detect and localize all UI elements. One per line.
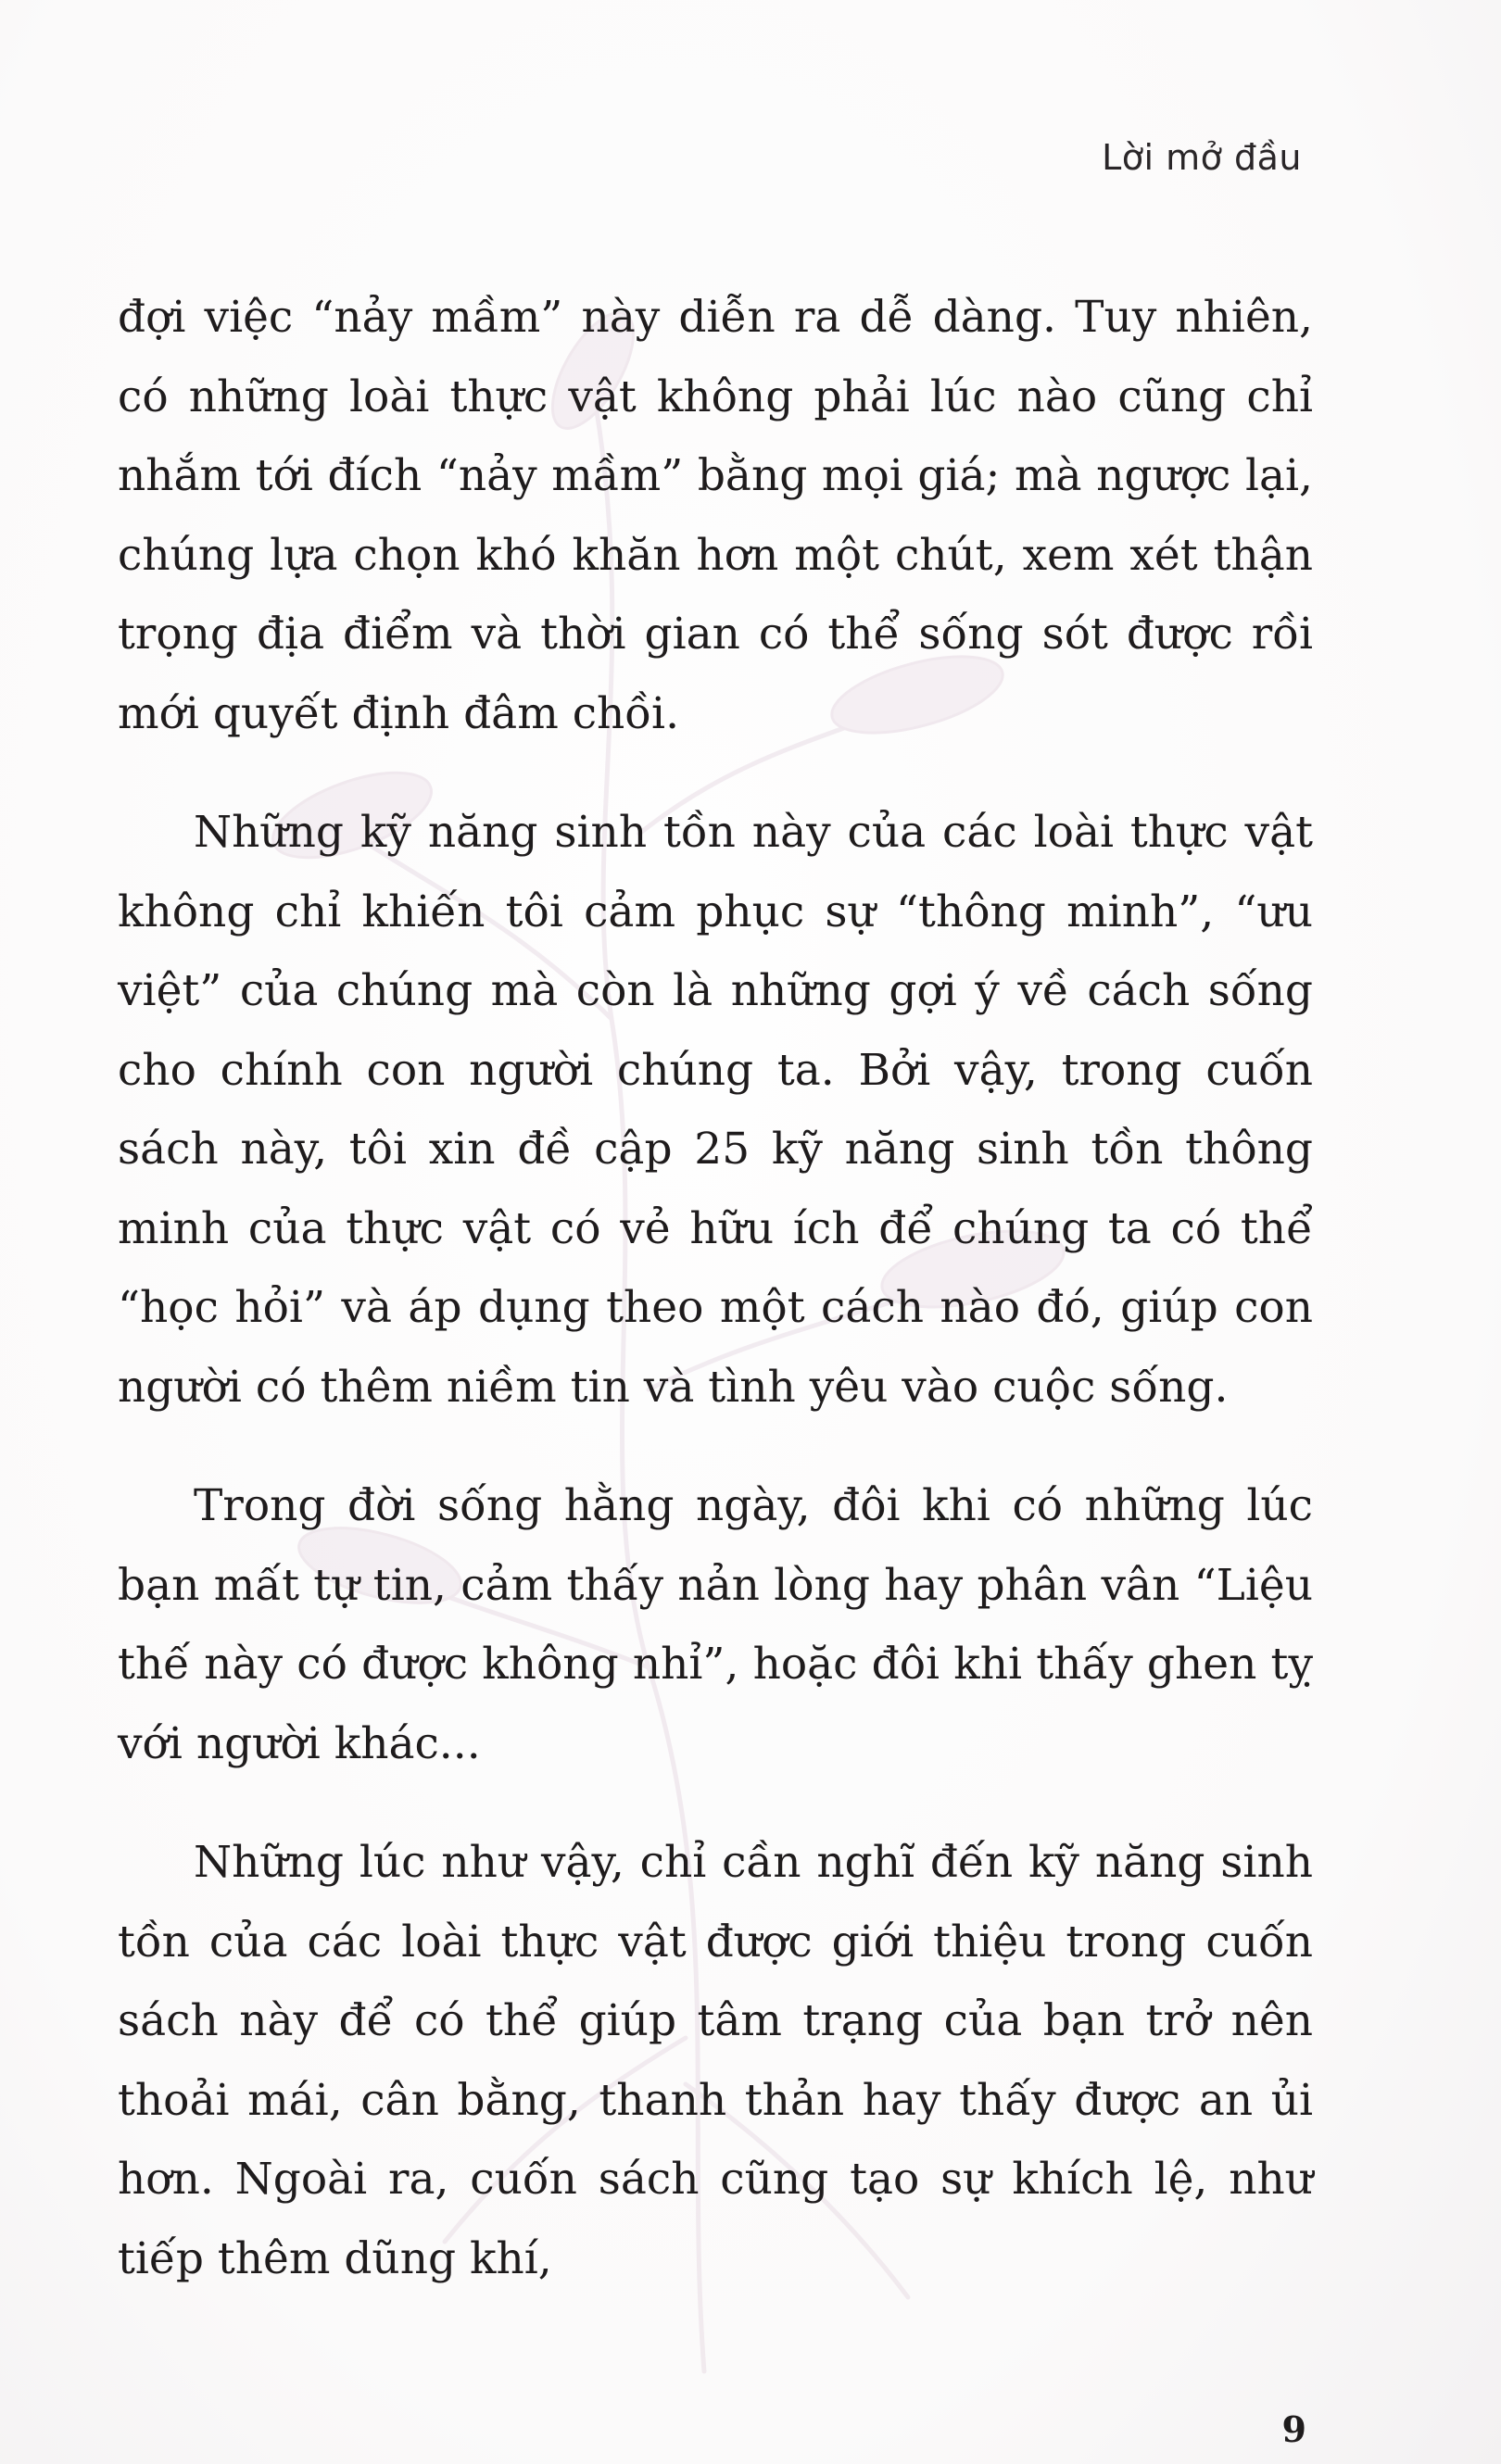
body-text [118, 278, 1313, 2298]
page-number: 9 [1281, 2408, 1306, 2450]
paragraph-1: đợi việc “nảy mầm” này diễn ra dễ dàng. Tuy nhiên, có những loài thực vật không phải lúc nào cũng chỉ nhắm tới đích “nảy mầm” bằng mọi giá; mà ngược lại, chúng lựa chọn khó khăn hơn một chút, xem xét thận trọng địa điểm và thời gian có thể sống sót được rồi mới quyết định đâm chồi. [118, 292, 1313, 739]
running-header: Lời mở đầu [1102, 137, 1302, 178]
paragraph-4: Những lúc như vậy, chỉ cần nghĩ đến kỹ năng sinh tồn của các loài thực vật được giới thiệu trong cuốn sách này để có thể giúp tâm trạng của bạn trở nên thoải mái, cân bằng, thanh thản hay thấy được an ủi hơn. Ngoài ra, cuốn sách cũng tạo sự khích lệ, như tiếp thêm dũng khí, [118, 1837, 1313, 2284]
paragraph-3: Trong đời sống hằng ngày, đôi khi có những lúc bạn mất tự tin, cảm thấy nản lòng hay phân vân “Liệu thế này có được không nhỉ”, hoặc đôi khi thấy ghen tỵ với người khác... [118, 1480, 1313, 1769]
paragraph-2: Những kỹ năng sinh tồn này của các loài thực vật không chỉ khiến tôi cảm phục sự “thông minh”, “ưu việt” của chúng mà còn là những gợi ý về cách sống cho chính con người chúng ta. Bởi vậy, trong cuốn sách này, tôi xin đề cập 25 kỹ năng sinh tồn thông minh của thực vật có vẻ hữu ích để chúng ta có thể “học hỏi” và áp dụng theo một cách nào đó, giúp con người có thêm niềm tin và tình yêu vào cuộc sống. [118, 807, 1313, 1413]
